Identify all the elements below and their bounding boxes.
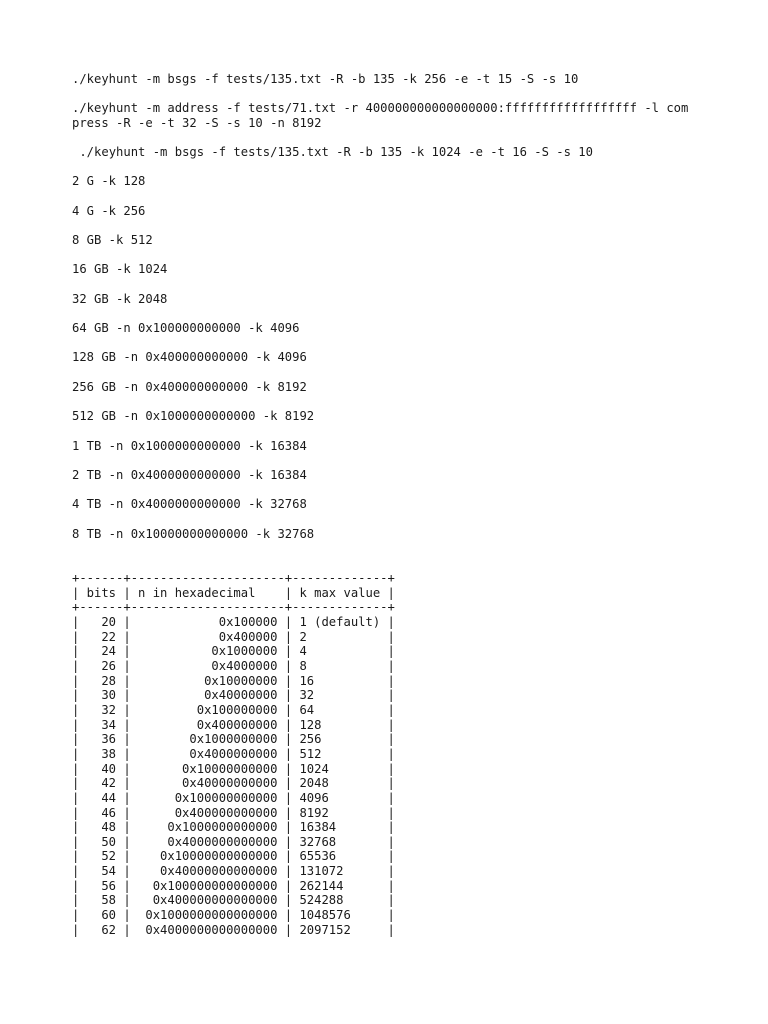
table-row: | 32 | 0x100000000 | 64 | (72, 702, 395, 717)
memory-size-line: 64 GB -n 0x100000000000 -k 4096 (72, 321, 300, 335)
table-row: | 20 | 0x100000 | 1 (default) | (72, 614, 395, 629)
memory-size-line: 32 GB -k 2048 (72, 292, 168, 306)
table-row: | 52 | 0x10000000000000 | 65536 | (72, 849, 395, 864)
memory-size-line: 256 GB -n 0x400000000000 -k 8192 (72, 380, 307, 394)
table-row: | 40 | 0x10000000000 | 1024 | (72, 761, 395, 776)
table-row: | 60 | 0x1000000000000000 | 1048576 | (72, 908, 395, 923)
memory-size-line: 2 TB -n 0x4000000000000 -k 16384 (72, 468, 307, 482)
table-row: | 24 | 0x1000000 | 4 | (72, 644, 395, 659)
table-row: | 38 | 0x4000000000 | 512 | (72, 746, 395, 761)
bits-hex-k-table (72, 571, 395, 937)
memory-size-line: 4 TB -n 0x4000000000000 -k 32768 (72, 497, 307, 511)
memory-size-line: 8 GB -k 512 (72, 233, 153, 247)
table-row: | 42 | 0x40000000000 | 2048 | (72, 776, 395, 791)
table-header-row: | bits | n in hexadecimal | k max value | (72, 585, 395, 600)
table-row: | 50 | 0x4000000000000 | 32768 | (72, 834, 395, 849)
table-row: | 54 | 0x40000000000000 | 131072 | (72, 864, 395, 879)
memory-size-line: 1 TB -n 0x1000000000000 -k 16384 (72, 439, 307, 453)
table-row: | 22 | 0x400000 | 2 | (72, 629, 395, 644)
table-row: | 34 | 0x400000000 | 128 | (72, 717, 395, 732)
command-line-address: ./keyhunt -m address -f tests/71.txt -r 400000000000000000:ffffffffffffffffff -l compress -R -e -t 32 -S -s 10 -n 8192 (72, 101, 689, 130)
memory-size-line: 4 G -k 256 (72, 204, 146, 218)
command-line-bsgs-k1024: ./keyhunt -m bsgs -f tests/135.txt -R -b 135 -k 1024 -e -t 16 -S -s 10 (72, 145, 593, 159)
table-row: | 58 | 0x400000000000000 | 524288 | (72, 893, 395, 908)
table-border-header: +------+---------------------+-------------+ (72, 600, 395, 615)
table-row: | 62 | 0x4000000000000000 | 2097152 | (72, 922, 395, 937)
command-line-bsgs-k256: ./keyhunt -m bsgs -f tests/135.txt -R -b 135 -k 256 -e -t 15 -S -s 10 (72, 72, 579, 86)
table-row: | 46 | 0x400000000000 | 8192 | (72, 805, 395, 820)
table-row: | 36 | 0x1000000000 | 256 | (72, 732, 395, 747)
memory-size-line: 128 GB -n 0x400000000000 -k 4096 (72, 350, 307, 364)
memory-size-line: 8 TB -n 0x10000000000000 -k 32768 (72, 527, 315, 541)
table-row: | 44 | 0x100000000000 | 4096 | (72, 790, 395, 805)
memory-size-line: 512 GB -n 0x1000000000000 -k 8192 (72, 409, 315, 423)
table-row: | 28 | 0x10000000 | 16 | (72, 673, 395, 688)
table-border-top: +------+---------------------+-------------+ (72, 571, 395, 585)
table-row: | 26 | 0x4000000 | 8 | (72, 658, 395, 673)
memory-size-line: 16 GB -k 1024 (72, 262, 168, 276)
table-row: | 56 | 0x100000000000000 | 262144 | (72, 878, 395, 893)
memory-size-line: 2 G -k 128 (72, 174, 146, 188)
table-row: | 30 | 0x40000000 | 32 | (72, 688, 395, 703)
table-row: | 48 | 0x1000000000000 | 16384 | (72, 820, 395, 835)
